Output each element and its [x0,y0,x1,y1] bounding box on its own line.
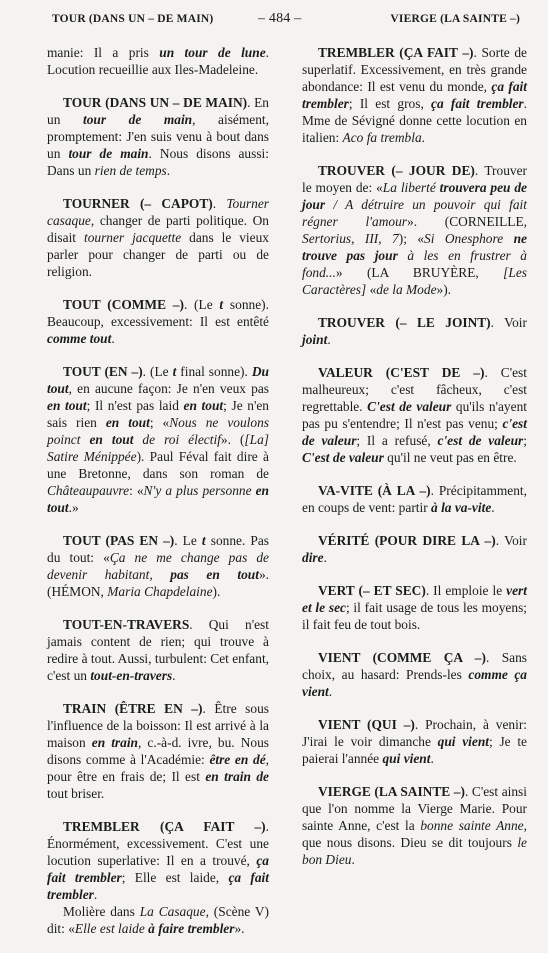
entry-text: . [93,887,98,902]
entry-text: La liberté [382,180,440,195]
entry-headword: VALEUR (C'EST DE –) [318,365,485,380]
entry-headword: VA-VITE (À LA –) [318,483,431,498]
entry-text: , c.-à-d. ivre, bu. Nous disons comme à l'Académie: [47,735,269,767]
entry-text: . C'est malheureux; c'est fâcheux, c'est regrettable. [302,365,527,414]
entry-text: sonne). Beaucoup, excessivement: Il est entêté [47,297,269,329]
entry-text: de la Mode [376,282,437,297]
entry-text: : « [129,483,144,498]
header-right-guideword: VIERGE (LA SAINTE –) [390,13,520,25]
entry-text: comme ça vient [302,667,527,699]
entry-text: . Sans choix, au hasard: Prends-les [302,650,527,682]
entry-paragraph [302,532,527,566]
entry-text: en train de [205,769,269,784]
entry-text: en tout [47,483,269,515]
dictionary-entry [47,296,269,347]
entry-text: Du tout [47,364,269,396]
entry-text: . Sorte de superlatif. Excessivement, en très grande abondance: Il est venu du monde, [302,45,528,94]
dictionary-entry [47,616,269,684]
entry-text: ». ( [220,432,245,447]
dictionary-entry [302,783,527,868]
entry-paragraph [47,700,269,802]
entry-text: .» [68,500,79,515]
entry-text: . [323,550,327,565]
entry-text: ; Je te paierai l'année [302,734,527,766]
running-header [52,10,520,30]
entry-text: Tourner casaque [47,196,269,228]
entry-headword: VIENT (QUI –) [318,717,415,732]
entry-text: Maria Chapdelaine [107,584,213,599]
entry-text: trouvera peu de jour [302,180,527,212]
entry-text: / A détruire un pouvoir qui fait régner l'amour [302,197,527,229]
entry-paragraph [47,296,269,347]
entry-text: ; Il a refusé, [356,433,438,448]
entry-text: , pour être en frais de; Il est [47,752,270,784]
entry-text: tout-en-travers [90,668,173,683]
entry-text: tour de main [82,112,193,127]
entry-text: , (Scène V) dit: « [47,904,269,936]
entry-text: manie: Il a pris [47,45,160,60]
header-left-guideword: TOUR (DANS UN – DE MAIN) [52,13,214,25]
entry-paragraph [302,162,527,298]
entry-text: » (LA BRUYÈRE, [335,265,504,280]
entry-text: ça fait trembler [302,79,527,111]
entry-text: . (Le [142,364,173,379]
entry-text: « [366,282,377,297]
entry-paragraph [47,363,269,516]
dictionary-entry [302,716,527,767]
entry-text: ; « [149,415,170,430]
entry-paragraph [47,195,269,280]
entry-headword: VÉRITÉ (POUR DIRE LA –) [318,533,496,548]
entry-paragraph [302,364,527,466]
entry-text: c'est de valeur [437,433,524,448]
entry-text: , changer de parti politique. On disait [47,213,269,245]
entry-text: joint [302,332,328,347]
entry-text: . [328,684,333,699]
entry-headword: TOUT (EN –) [63,364,143,379]
entry-text: . Mme de Sévigné donne cette locution en italien: [302,96,527,145]
entry-text: ). [212,584,221,599]
entry-text: t [201,533,206,548]
entry-text: qu'ils n'ayent pas pu s'entendre; Il n'est pas venu; [302,399,527,431]
entry-text: Aco fa trembla [342,130,422,145]
entry-text: Molière dans [63,904,140,919]
entry-text: . Il emploie le [425,583,507,598]
entry-text: pas en tout [170,567,259,582]
entry-text: . Précipitamment, en coups de vent: partir [302,483,527,515]
entry-text: de roi électif [133,432,221,447]
entry-paragraph [302,783,527,868]
entry-text: . [172,668,176,683]
dictionary-entry [47,700,269,802]
entry-text: ». (CORNEILLE, [407,214,527,229]
entry-text: , aisément, promptement: J'en suis venu à bout dans un [47,112,269,161]
entry-headword: VIERGE (LA SAINTE –) [318,784,465,799]
entry-text: . Énormément, excessivement. C'est une locution superlative: Il en a trouvé, [47,819,269,868]
entry-text: , en aucune façon: Je n'en veux pas [68,381,269,396]
entry-text: . [111,331,115,346]
entry-text: t [172,364,177,379]
entry-text: Ça ne me change pas de devenir habitant, [47,550,269,582]
dictionary-entry [47,195,269,280]
dictionary-entry [47,532,269,600]
entry-text: ; Je n'en sais rien [47,398,270,430]
entry-text: être en dé [209,752,266,767]
entry-text: . [327,332,331,347]
page-number: – 484 – [258,11,302,26]
dictionary-entry [47,44,269,78]
entry-text: ); « [398,231,425,246]
entry-text: . Qui n'est jamais content de rien; qui trouve à redire à tout. Aussi, turbulent: Cet enfant, c'est un [47,617,270,683]
entry-text: en tout [105,415,150,430]
entry-paragraph [302,482,527,516]
entry-text: . Locution recueillie aux Iles-Madeleine. [47,45,269,77]
entry-text: tout briser. [47,786,105,801]
entry-headword: TRAIN (ÊTRE EN –) [63,701,203,716]
entry-paragraph [47,616,269,684]
entry-text: . En un [47,95,270,127]
entry-text: N'y a plus personne [143,483,256,498]
entry-text: rien de temps [94,163,167,178]
entry-text: à la va-vite [431,500,492,515]
entry-text: ». [234,921,245,936]
dictionary-entry [47,94,269,179]
entry-text: Sertorius, III, 7 [302,231,399,246]
entry-text: dans le vieux parler pour changer de parti ou de religion. [47,230,269,279]
dictionary-entry [302,649,527,700]
entry-text: C'est de valeur [367,399,452,414]
dictionary-entry [302,44,527,146]
dictionary-entry [47,818,269,937]
entry-paragraph [302,716,527,767]
entry-headword: TOUR (DANS UN – DE MAIN) [63,95,248,110]
entry-text: en tout [47,398,87,413]
entry-text: . [351,852,355,867]
entry-headword: TOURNER (– CAPOT) [63,196,213,211]
entry-text: . C'est ainsi que l'on nomme la Vierge Marie. Pour sainte Anne, c'est la [302,784,527,833]
entry-text: Elle est laide [74,921,149,936]
entry-text: . Trouver le moyen de: « [302,163,528,195]
entry-text: . [212,196,227,211]
entry-paragraph [47,94,269,179]
entry-text: comme tout [47,331,112,346]
entry-headword: VIENT (COMME ÇA –) [318,650,486,665]
entry-text: qui vient [382,751,431,766]
dictionary-entry [302,364,527,466]
entry-text: ça fait trembler [47,870,269,902]
entry-paragraph [302,44,527,146]
entry-text: . Voir [495,533,527,548]
entry-text: à les en frustrer à fond... [302,248,527,280]
entry-text: . [421,130,425,145]
entry-text: . (Le [183,297,220,312]
entry-headword: TOUT-EN-TRAVERS [63,617,190,632]
entry-text: en tout [89,432,134,447]
entry-paragraph [302,314,527,348]
entry-text: tourner jacquette [83,230,182,245]
entry-text: qu'il ne veut pas en être. [383,450,517,465]
entry-paragraph [302,649,527,700]
entry-text: sonne. Pas du tout: « [47,533,270,565]
right-column [302,44,527,884]
entry-text: Châteaupauvre [47,483,130,498]
entry-paragraph [47,818,269,903]
entry-text: ; Elle est laide, [121,870,229,885]
entry-text: dire [302,550,324,565]
dictionary-entry [302,582,527,633]
entry-headword: VERT (– ET SEC) [318,583,426,598]
entry-text: ; [523,433,527,448]
entry-text: [La] Satire Ménippée [47,432,269,464]
entry-text: ça fait trembler [47,853,269,885]
left-column [47,44,269,953]
entry-text: C'est de valeur [302,450,384,465]
entry-text: ; Il n'est pas laid [86,398,184,413]
entry-text: bonne sainte Anne [420,818,524,833]
entry-paragraph [47,903,269,937]
entry-headword: TREMBLER (ÇA FAIT –) [63,819,266,834]
entry-text: ; Il est gros, [348,96,432,111]
entry-text: Nous ne voulons poinct [47,415,269,447]
entry-text: . Le [174,533,202,548]
entry-text: c'est de valeur [302,416,527,448]
entry-text: en tout [183,398,224,413]
entry-text: . [430,751,434,766]
entry-text: ; il fait usage de tous les moyens; il fait feu de tout bois. [302,600,527,632]
entry-text: La Casaque [139,904,206,919]
dictionary-entry [302,314,527,348]
entry-headword: TREMBLER (ÇA FAIT –) [318,45,474,60]
entry-text: . [166,163,171,178]
dictionary-entry [302,532,527,566]
entry-headword: TOUT (COMME –) [63,297,184,312]
entry-paragraph [302,582,527,633]
entry-text: en train [91,735,138,750]
entry-text: vert et le sec [302,583,527,615]
entry-text: final sonne). [176,364,252,379]
entry-text: ne trouve pas jour [302,231,527,263]
entry-headword: TROUVER (– JOUR DE) [318,163,475,178]
entry-text: . [491,500,495,515]
entry-text: tour de main [68,146,149,161]
entry-text: [Les Caractères] [302,265,527,297]
entry-text: ». (HÉMON, [47,567,269,599]
entry-text: . Voir [490,315,527,330]
entry-text: le bon Dieu [302,835,527,867]
entry-text: ). Paul Féval fait dire à une Bretonne, dans son roman de [47,449,269,481]
entry-text: Si Onesphore [424,231,514,246]
entry-text: un tour de lune [159,45,266,60]
entry-text: . Nous disons aussi: Dans un [47,146,269,178]
entry-text: . Être sous l'influence de la boisson: Il est arrivé à la maison [47,701,269,750]
dictionary-entry [302,162,527,298]
entry-text: t [219,297,224,312]
dictionary-entry [47,363,269,516]
entry-text: ça fait trembler [431,96,524,111]
entry-text: »). [436,282,452,297]
dictionary-entry [302,482,527,516]
entry-text: . Prochain, à venir: J'irai le voir dimanche [302,717,528,749]
entry-headword: TROUVER (– LE JOINT) [318,315,491,330]
entry-paragraph [47,532,269,600]
entry-text: , que nous disons. Dieu se dit toujours [302,818,527,850]
entry-paragraph [47,44,269,78]
entry-text: à faire trembler [148,921,235,936]
entry-text: qui vient [437,734,489,749]
entry-headword: TOUT (PAS EN –) [63,533,175,548]
